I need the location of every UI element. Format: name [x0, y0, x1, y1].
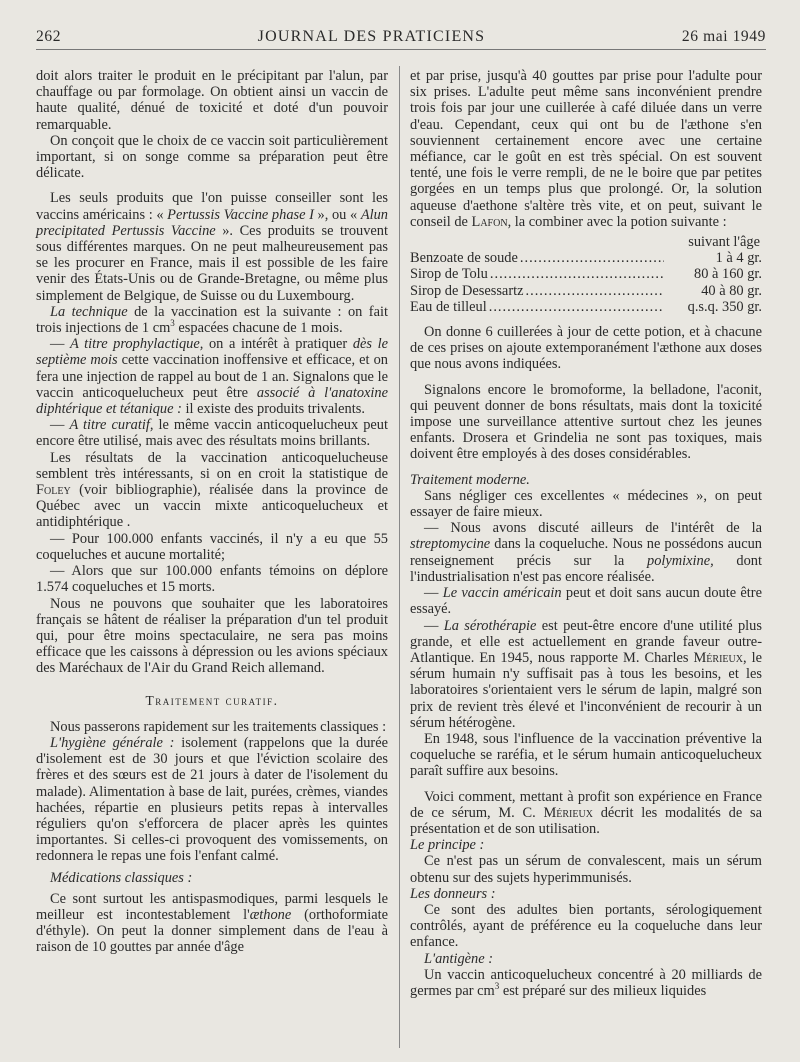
- paragraph: On donne 6 cuillerées à jour de cette potion, et à chacune de ces prises on ajoute extemporanément l'æthone aux doses que nous avons indiquées.: [410, 324, 762, 373]
- paragraph: — La sérothérapie est peut-être encore d'une utilité plus grande, et elle est actuellement en grande faveur outre-Atlantique. En 1945, nous rapporte M. Charles Mérieux, le sérum humain n'y suffisait pas à tous les besoins, et les laboratoires s'orientaient vers le sérum de lapin, malgré son prix de revient très élevé et l'inconvénient de recourir à un sérum hétérogène.: [410, 617, 762, 731]
- potion-row: Eau de tilleul ..... q.s.q. 350 gr.: [410, 299, 762, 315]
- issue-date: 26 mai 1949: [681, 28, 766, 45]
- paragraph: L'hygiène générale : isolement (rappelons que la durée d'isolement est de 30 jours et que l'éviction scolaire des frères et des sœurs est de 21 jours à dater de l'isolement du malade). Alimentation à base de lait, purées, crèmes, viandes hachées, répartie en plusieurs petits repas à intervalles réguliers qu'on s'efforcera de placer après les quintes importantes. Si celles-ci provoquent des vomissements, on redonnera le repas une fois l'enfant calmé.: [36, 734, 388, 865]
- paragraph: La technique de la vaccination est la suivante : on fait trois injections de 1 $cm^3$ espacées chacune de 1 mois.: [36, 303, 388, 337]
- paragraph: — A titre prophylactique, on a intérêt à pratiquer dès le septième mois cette vaccination inoffensive et efficace, et on fera une injection de rappel au bout de 1 an. Signalons que le vaccin anticoquelucheux peut être associé à l'anatoxine diphtérique et tétanique : il existe des produits trivalents.: [36, 336, 388, 418]
- subheading: L'antigène :: [424, 950, 494, 967]
- subheading: Le principe :: [410, 837, 485, 854]
- paragraph: — Le vaccin américain peut et doit sans aucun doute être essayé.: [410, 585, 762, 618]
- column-divider: [399, 66, 400, 1048]
- paragraph: Ce n'est pas un sérum de convalescent, mais un sérum obtenu sur des sujets hyperimmunisés.: [410, 853, 762, 886]
- paragraph: Voici comment, mettant à profit son expérience en France de ce sérum, M. C. Mérieux décrit les modalités de sa présentation et de son utilisation.: [410, 788, 762, 837]
- paragraph: Nous ne pouvons que souhaiter que les laboratoires français se hâtent de réaliser la préparation d'un tel produit qui, pour être moins spectaculaire, ne sera pas moins efficace que les caissons à dépression ou les avions spéciaux des Maréchaux de l'Air du Grand Reich allemand.: [36, 595, 388, 677]
- paragraph: doit alors traiter le produit en le précipitant par l'alun, par chauffage ou par formolage. On obtient ainsi un vaccin de haute qualité, dénué de toxicité et doté d'un pouvoir remarquable.: [36, 68, 388, 133]
- subheading: Traitement moderne.: [410, 471, 530, 488]
- paragraph: Les seuls produits que l'on puisse conseiller sont les vaccins américains : « Pertussis Vaccine phase I », ou « Alun precipitated Pertussis Vaccine ». Ces produits se trouvent sous différentes marques. On ne peut malheureusement pas se les procurer en France, mais il est possible de les faire venir des États-Unis ou de Grande-Bretagne, ou même plus simplement de Belgique, de Suisse ou du Luxembourg.: [36, 190, 388, 304]
- running-header: [36, 20, 766, 50]
- paragraph: On conçoit que le choix de ce vaccin soit particulièrement important, si on songe comme sa préparation peut être délicate.: [36, 132, 388, 182]
- paragraph: — Nous avons discuté ailleurs de l'intérêt de la streptomycine dans la coqueluche. Nous ne possédons aucun renseignement précis sur la polymixine, dont l'industrialisation n'est pas encore réalisée.: [410, 520, 763, 585]
- left-column: [36, 68, 388, 956]
- paragraph: et par prise, jusqu'à 40 gouttes par prise pour l'adulte pour six prises. L'adulte peut même sans inconvénient prendre trois fois par jour une cuillerée à café diluée dans un verre d'eau. Cependant, ceux qui ont bu de l'æthone s'en souviennent certainement encore avec une certaine méfiance, car le goût en est très spécial. On est souvent tenté, une fois le verre rempli, de ne le boire que par petites gorgées en un temps plus que prolongé. Or, la solution aqueuse d'aethone s'altère très vite, et on peut, suivant le conseil de Lafon, la combiner avec la potion suivante :: [410, 68, 762, 230]
- paragraph: — Alors que sur 100.000 enfants témoins on déplore 1.574 coqueluches et 15 morts.: [36, 563, 388, 596]
- paragraph: Ce sont des adultes bien portants, sérologiquement contrôlés, ayant de préférence eu la coqueluche dans leur enfance.: [410, 901, 762, 951]
- potion-row: Sirop de Tolu ..... 80 à 160 gr.: [410, 266, 762, 282]
- paragraph: Signalons encore le bromoforme, la belladone, l'aconit, qui peuvent donner de bons résultats, mais dont la toxicité impose une surveillance attentive surtout chez les jeunes enfants. Drosera et Grindelia ne sont pas toxiques, mais doivent être employés à des doses considérables.: [410, 381, 762, 463]
- paragraph: — Pour 100.000 enfants vaccinés, il n'y a eu que 55 coqueluches et aucune mortalité;: [36, 530, 388, 563]
- right-column: [410, 68, 762, 999]
- paragraph: En 1948, sous l'influence de la vaccination préventive la coqueluche se raréfia, et le sérum humain anticoquelucheux paraît suffire aux besoins.: [410, 730, 762, 780]
- potion-header: suivant l'âge: [688, 234, 760, 251]
- page-number: 262: [36, 28, 62, 45]
- paragraph: Les résultats de la vaccination anticoquelucheuse semblent très intéressants, si on en croit la statistique de Foley (voir bibliographie), réalisée dans la province de Québec avec un vaccin mixte anticoquelucheux et antidiphtérique .: [36, 449, 388, 531]
- potion-row: Sirop de Desessartz ..... 40 à 80 gr.: [410, 283, 762, 299]
- section-title: Traitement curatif.: [145, 692, 279, 708]
- paragraph: Un vaccin anticoquelucheux concentré à 20 milliards de germes par $cm^3$ est préparé sur des milieux liquides: [410, 966, 762, 999]
- paragraph: Ce sont surtout les antispasmodiques, parmi lesquels le meilleur est incontestablement l'æthone (orthoformiate d'éthyle). On peut la donner simplement dans de l'eau à raison de 10 gouttes par année d'âge: [36, 890, 388, 956]
- paragraph: — A titre curatif, le même vaccin anticoquelucheux peut encore être utilisé, mais avec des résultats moins brillants.: [36, 417, 388, 450]
- potion-row: Benzoate de soude ..... 1 à 4 gr.: [410, 250, 762, 266]
- journal-title: JOURNAL DES PRATICIENS: [257, 28, 486, 45]
- paragraph: Nous passerons rapidement sur les traitements classiques :: [50, 718, 387, 735]
- potion-table: [410, 234, 762, 315]
- paragraph: Sans négliger ces excellentes « médecines », on peut essayer de faire mieux.: [410, 487, 762, 521]
- subheading: Médications classiques :: [50, 869, 193, 886]
- subheading: Les donneurs :: [410, 885, 496, 902]
